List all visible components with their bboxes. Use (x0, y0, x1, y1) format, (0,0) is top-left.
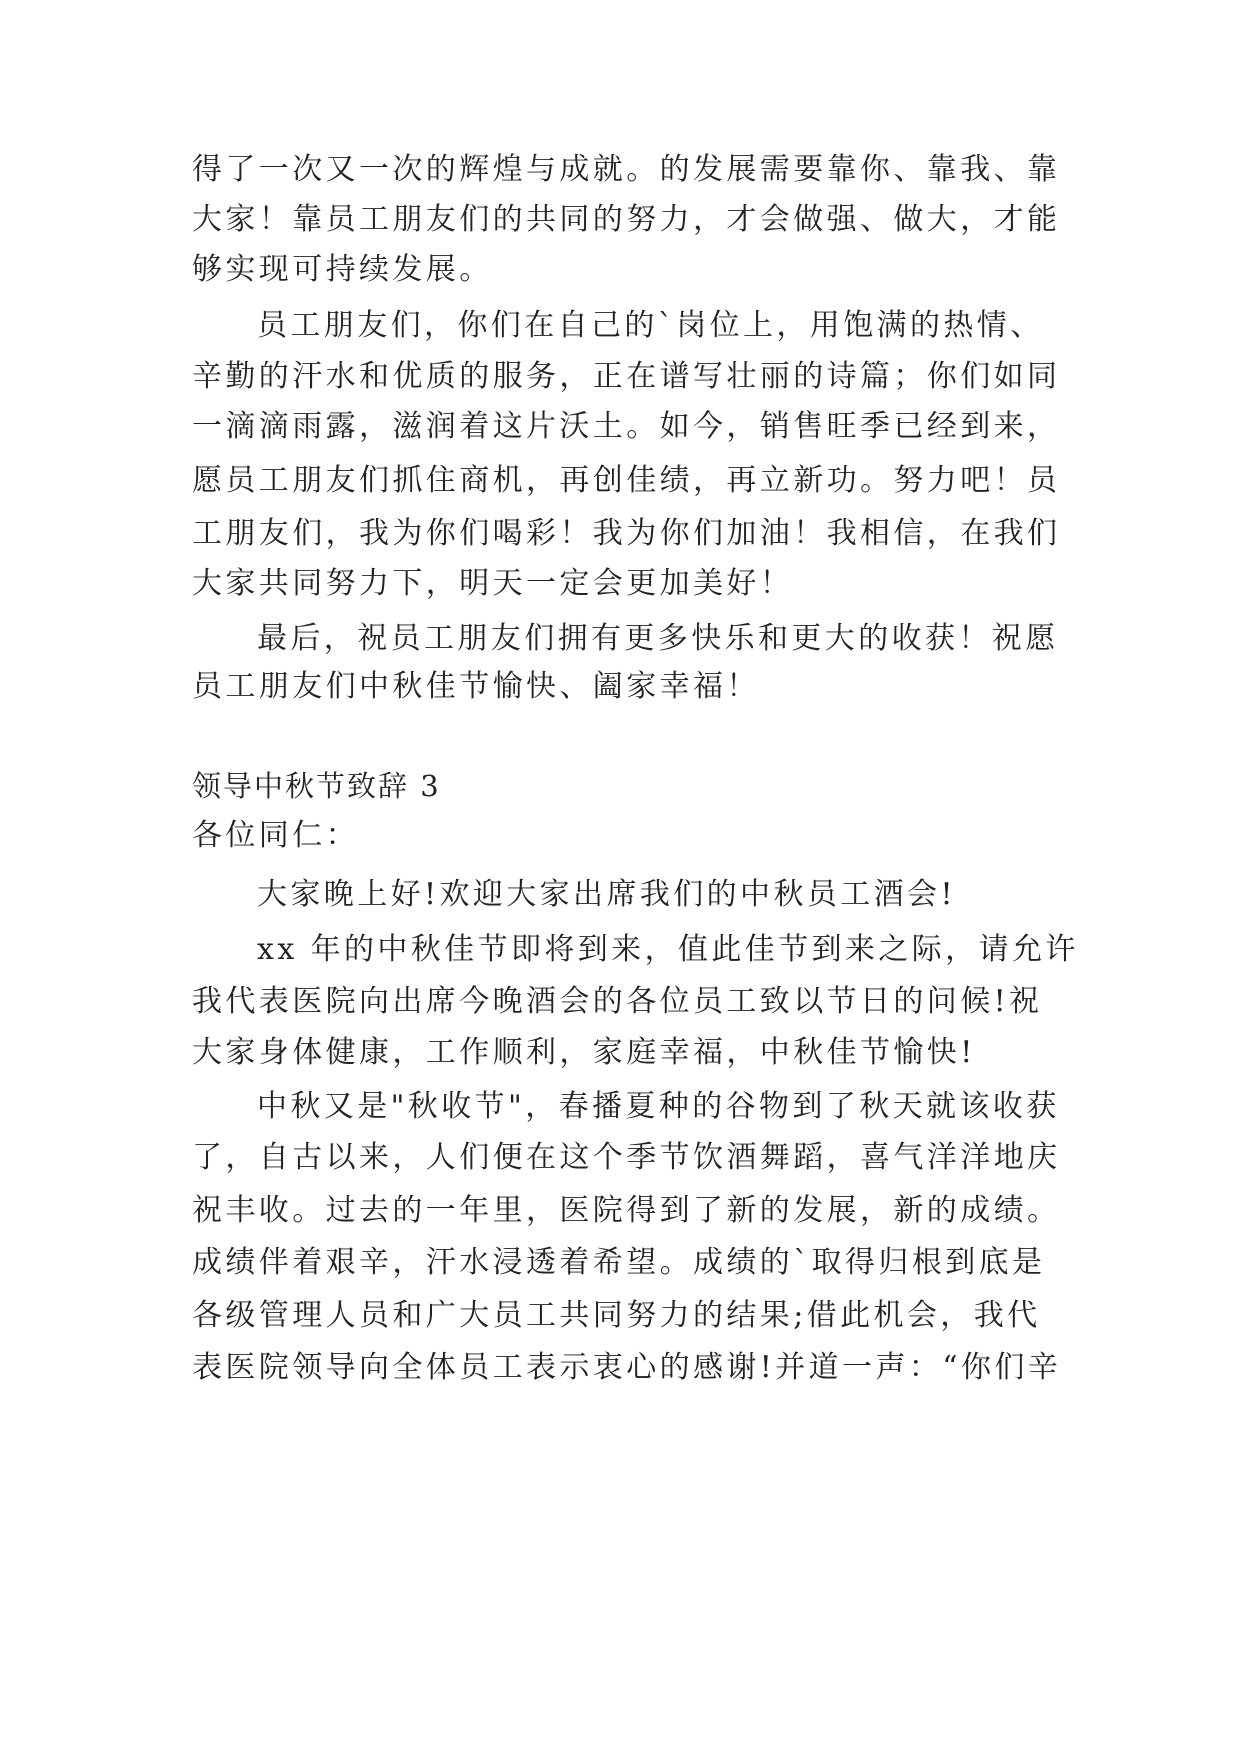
text-line: 最后，祝员工朋友们拥有更多快乐和更大的收获！祝愿 (257, 621, 1059, 656)
text-line: 了，自古以来，人们便在这个季节饮酒舞蹈，喜气洋洋地庆 (192, 1140, 1061, 1175)
text-line: 辛勤的汗水和优质的服务，正在谱写壮丽的诗篇；你们如同 (192, 359, 1061, 394)
text-line: 愿员工朋友们抓住商机，再创佳绩，再立新功。努力吧！员 (192, 463, 1061, 498)
salutation: 各位同仁： (192, 818, 359, 853)
text-line: 祝丰收。过去的一年里，医院得到了新的发展，新的成绩。 (192, 1193, 1061, 1228)
text-line: 各级管理人员和广大员工共同努力的结果;借此机会，我代 (192, 1298, 1041, 1333)
text-line: xx 年的中秋佳节即将到来，值此佳节到来之际，请允许 (257, 932, 1079, 967)
text-line: 大家身体健康，工作顺利，家庭幸福，中秋佳节愉快! (192, 1035, 976, 1070)
text-line: 够实现可持续发展。 (192, 252, 493, 287)
text-line: 一滴滴雨露，滋润着这片沃土。如今，销售旺季已经到来， (192, 409, 1061, 444)
text-line: 表医院领导向全体员工表示衷心的感谢!并道一声：“你们辛 (192, 1350, 1062, 1385)
text-line: 工朋友们，我为你们喝彩！我为你们加油！我相信，在我们 (192, 516, 1061, 551)
text-line: 员工朋友们中秋佳节愉快、阖家幸福！ (192, 669, 760, 704)
text-line: 员工朋友们，你们在自己的`岗位上，用饱满的热情、 (257, 308, 1044, 343)
text-line: 我代表医院向出席今晚酒会的各位员工致以节日的问候!祝 (192, 984, 1043, 1019)
text-line: 得了一次又一次的辉煌与成就。的发展需要靠你、靠我、靠 (192, 152, 1061, 187)
text-line: 成绩伴着艰辛，汗水浸透着希望。成绩的`取得归根到底是 (192, 1245, 1046, 1280)
text-line: 中秋又是"秋收节"，春播夏种的谷物到了秋天就该收获 (257, 1089, 1060, 1124)
text-line: 大家！靠员工朋友们的共同的努力，才会做强、做大，才能 (192, 202, 1061, 237)
text-line: 大家晚上好!欢迎大家出席我们的中秋员工酒会! (257, 877, 956, 912)
section-heading: 领导中秋节致辞 3 (192, 769, 441, 803)
text-line: 大家共同努力下，明天一定会更加美好！ (192, 566, 794, 601)
